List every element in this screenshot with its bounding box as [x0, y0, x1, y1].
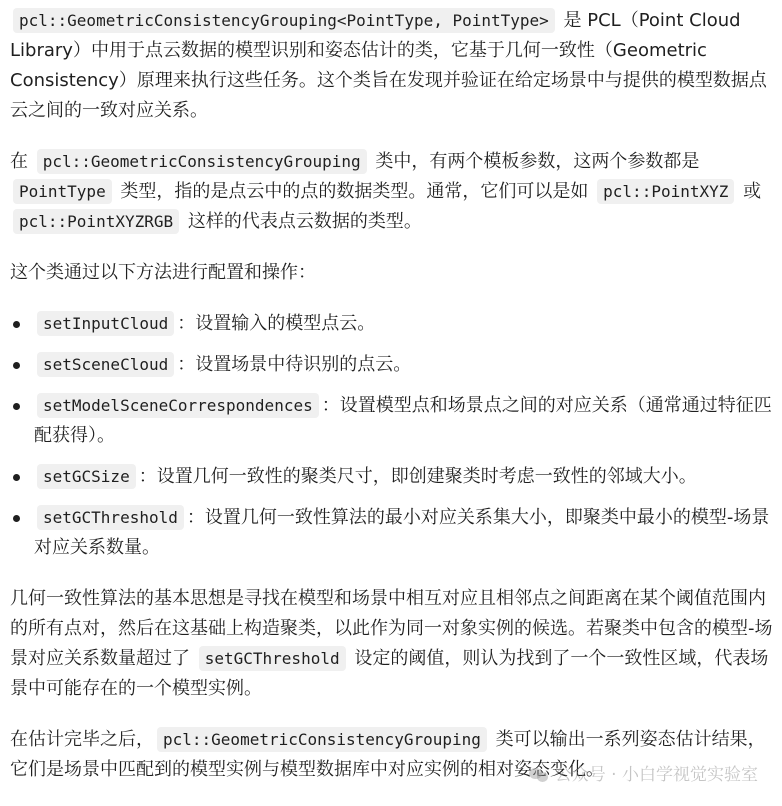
wechat-icon — [529, 767, 549, 783]
inline-code: PointType — [13, 179, 112, 204]
method-list — [10, 309, 774, 563]
watermark — [529, 760, 758, 790]
method-description: ：设置场景中待识别的点云。 — [177, 354, 412, 375]
inline-code: setSceneCloud — [37, 352, 174, 377]
inline-code: setGCThreshold — [199, 646, 346, 671]
inline-code: pcl::PointXYZ — [597, 179, 734, 204]
paragraph-text: 或 — [737, 181, 762, 202]
paragraph-text: 这样的代表点云数据的类型。 — [182, 211, 422, 232]
method-description: ：设置几何一致性的聚类尺寸，即创建聚类时考虑一致性的邻域大小。 — [138, 466, 697, 487]
inline-code: setGCThreshold — [37, 505, 184, 530]
paragraph-text: 类型，指的是点云中的点的数据类型。通常，它们可以是如 — [114, 181, 595, 202]
list-item — [10, 309, 774, 339]
inline-code: pcl::PointXYZRGB — [13, 209, 179, 234]
method-description: ：设置几何一致性算法的最小对应关系集大小，即聚类中最小的模型-场景对应关系数量。 — [34, 507, 770, 558]
bullet-icon — [13, 321, 20, 328]
inline-code: setModelSceneCorrespondences — [37, 393, 319, 418]
bullet-icon — [13, 515, 20, 522]
inline-code: pcl::GeometricConsistencyGrouping<PointType, PointType> — [13, 8, 555, 33]
paragraph-text: 类中，有两个模板参数，这两个参数都是 — [369, 151, 700, 172]
list-item — [10, 350, 774, 380]
list-item — [10, 462, 774, 492]
article-body — [10, 6, 774, 806]
paragraph-text: 是 PCL（Point Cloud Library）中用于点云数据的模型识别和姿态估计的类，它基于几何一致性（Geometric Consistency）原理来执行这些任务。这个类旨在发现并验证在给定场景中与提供的模型数据点云之间的一致对应关系。 — [10, 10, 767, 121]
paragraph-algorithm — [10, 584, 774, 704]
list-item — [10, 391, 774, 451]
paragraph-text: 几何一致性算法的基本思想是寻找在模型和场景中相互对应且相邻点之间距离在某个阈值范围内的所有点对，然后在这基础上构造聚类，以此作为同一对象实例的候选。若聚类中包含的模型-场景对应关系数量超过了 — [10, 588, 773, 669]
method-description: ：设置输入的模型点云。 — [177, 313, 376, 334]
paragraph-text: 类可以输出一系列姿态估计结果，它们是场景中匹配到的模型实例与模型数据库中对应实例的相对姿态变化。 — [10, 729, 766, 780]
paragraph-text: 这个类通过以下方法进行配置和操作： — [10, 262, 316, 283]
inline-code: setInputCloud — [37, 311, 174, 336]
inline-code: pcl::GeometricConsistencyGrouping — [157, 727, 487, 752]
paragraph-text: 在 — [10, 151, 34, 172]
bullet-icon — [13, 362, 20, 369]
paragraph-template-params — [10, 147, 774, 237]
method-description: ：设置模型点和场景点之间的对应关系（通常通过特征匹配获得）。 — [34, 395, 772, 446]
bullet-icon — [13, 474, 20, 481]
inline-code: pcl::GeometricConsistencyGrouping — [37, 149, 367, 174]
paragraph-intro — [10, 6, 774, 126]
bullet-icon — [13, 403, 20, 410]
watermark-text: 公众号 · 小白学视觉实验室 — [554, 765, 758, 785]
paragraph-methods-intro — [10, 258, 774, 288]
list-item — [10, 503, 774, 563]
paragraph-text: 设定的阈值，则认为找到了一个一致性区域，代表场景中可能存在的一个模型实例。 — [10, 648, 769, 699]
inline-code: setGCSize — [37, 464, 136, 489]
paragraph-text: 在估计完毕之后， — [10, 729, 154, 750]
